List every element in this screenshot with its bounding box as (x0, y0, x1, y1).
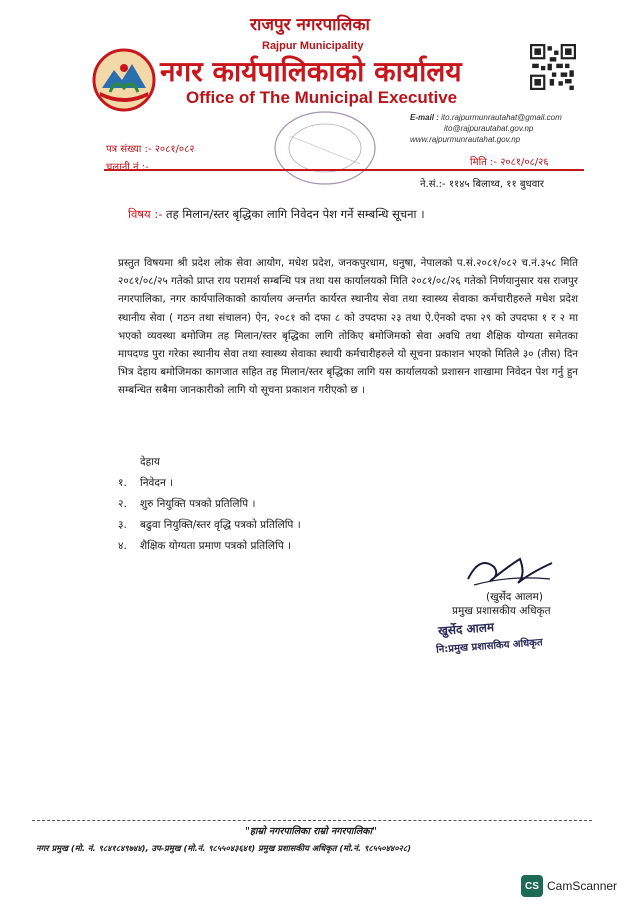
attachment-item: ४. शैक्षिक योग्यता प्रमाण पत्रको प्रतिलिपि । (118, 540, 291, 552)
signatory-title: प्रमुख प्रशासकीय अधिकृत (452, 605, 551, 617)
office-title-en: Office of The Municipal Executive (186, 88, 458, 107)
website-link[interactable]: www.rajpurmunrautahat.gov.np (410, 135, 521, 144)
handwritten-signature (460, 545, 560, 595)
subject-text: तह मिलान/स्तर बृद्धिका लागि निवेदन पेश गर्ने सम्बन्धि सूचना । (166, 207, 425, 221)
header-divider (104, 169, 584, 171)
office-title-np: नगर कार्यपालिकाको कार्यालय (160, 55, 462, 88)
contact-block (410, 112, 562, 145)
reference-block (106, 141, 194, 177)
signatory-name: (खुर्सेद आलम) (486, 591, 543, 603)
attachments-heading: देहाय (140, 456, 160, 468)
subject-line (128, 207, 425, 222)
subject-label: विषय :- (128, 207, 163, 221)
letter-date: मिति :- २०८१/०८/२६ (470, 157, 549, 168)
municipality-name-np: राजपुर नगरपालिका (250, 15, 370, 35)
letter-number: पत्र संख्या :- २०८१/०८२ (106, 144, 195, 155)
email-label: E-mail : (410, 113, 439, 122)
body-paragraph: प्रस्तुत विषयमा श्री प्रदेश लोक सेवा आयोग, मधेश प्रदेश, जनकपुरधाम, धनुषा, नेपालको प.सं.२०८१/०८२ च.नं.३५८ मिति २०८१/०८/२५ गतेको प्राप्त राय परामर्श सम्बन्धि पत्र तथा यस कार्यालयको मिति २०८१/०८/२६ गतेको निर्णयानुसार यस राजपुर नगरपालिका, नगर कार्यपालिकाको कार्यालय अन्तर्गत कार्यरत स्थानीय सेवा तथा स्वास्थ्य सेवाका कर्मचारीहरुले मधेश प्रदेश स्थानीय सेवा ( गठन तथा संचालन) ऐन, २०८१ को दफा ८ को उपदफा २३ तथा ऐ.ऐनको दफा २९ को उपदफा १ र २ मा भएको व्यवस्था बमोजिम तह मिलान/स्तर बृद्धिका लागि तोकिए बमोजिमको सेवा अवधि तथा शैक्षिक योग्यता समेतका मापदण्ड पुरा गरेका स्थानीय सेवा तथा स्वास्थ्य सेवाका स्थायी कर्मचारीहरुले यो सूचना प्रकाशन भएको मितिले ३० (तीस) दिन भित्र देहाय बमोजिमका कागजात सहित तह मिलान/स्तर बृद्धिका लागि यस कार्यालयको प्रशासन शाखामा निवेदन पेश गर्नु हुन सम्बन्धित सबैमा जानकारीको लागि यो सूचना प्रकाशन गरीएको छ । (118, 257, 578, 397)
dispatch-number: चलानी नं :- (106, 162, 149, 173)
footer-contacts: नगर प्रमुख (मो. नं. ९८४१८४९७४४), उप-प्रमुख (मो.नं. ९८५५०४३६४१) प्रमुख प्रशासकीय अधिकृत (मो.नं. ९८५५०४४०२८) (36, 843, 411, 853)
email-primary[interactable]: ito.rajpurmunrautahat@gmail.com (441, 113, 562, 122)
footer-slogan: "हाम्रो नगरपालिका राम्रो नगरपालिका" (245, 826, 377, 837)
attachment-item: २. शुरु नियुक्ति पत्रको प्रतिलिपि । (118, 498, 256, 510)
municipality-logo (92, 48, 156, 112)
footer-divider (32, 820, 592, 821)
signature-stamp-title: नि:प्रमुख प्रशासकिय अधिकृत (435, 637, 543, 656)
qr-code (530, 44, 576, 90)
nepal-sambat-date: ने.सं.:- ११४५ बिलाथ्व, ११ बुधवार (420, 179, 544, 190)
camscanner-label: CamScanner (547, 879, 618, 893)
camscanner-badge (521, 875, 617, 897)
signature-stamp-name: खुर्सेद आलम (437, 620, 495, 638)
office-stamp (270, 108, 380, 188)
attachment-item: ३. बढुवा नियुक्ति/स्तर वृद्धि पत्रको प्रतिलिपि । (118, 519, 301, 531)
camscanner-icon: CS (521, 875, 543, 897)
municipality-name-en: Rajpur Municipality (262, 40, 364, 52)
email-secondary[interactable]: ito@rajpurautahat.gov.np (444, 124, 534, 133)
attachment-item: १. निवेदन । (118, 477, 174, 489)
